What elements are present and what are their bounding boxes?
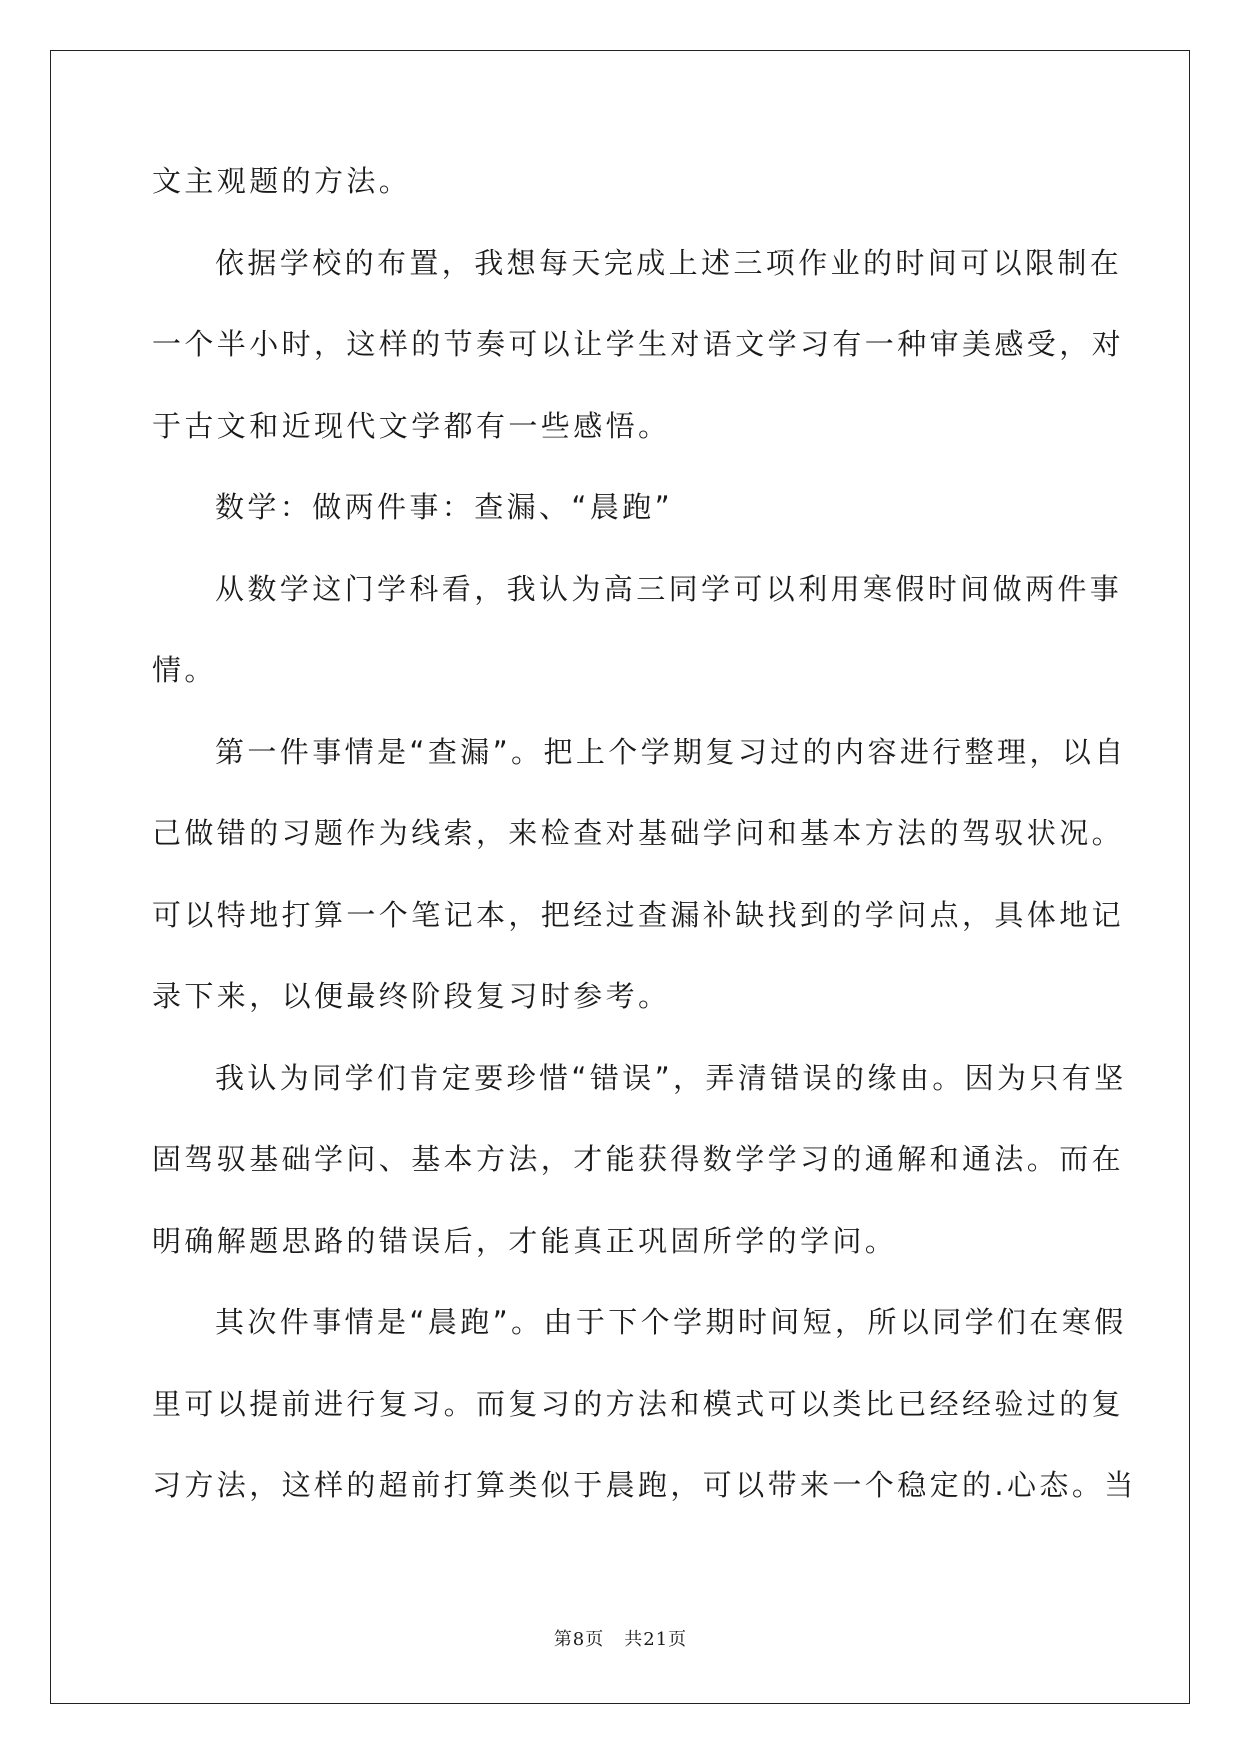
document-body bbox=[152, 148, 1137, 1534]
text-line: 明确解题思路的错误后，才能真正巩固所学的学问。 bbox=[152, 1223, 898, 1258]
paragraph-start-line: 第一件事情是“查漏”。把上个学期复习过的内容进行整理，以自 bbox=[215, 734, 1127, 769]
text-line: 于古文和近现代文学都有一些感悟。 bbox=[152, 408, 671, 443]
paragraph-start-line: 我认为同学们肯定要珍惜“错误”，弄清错误的缘由。因为只有坚 bbox=[215, 1060, 1127, 1095]
text-line: 固驾驭基础学问、基本方法，才能获得数学学习的通解和通法。而在 bbox=[152, 1142, 1125, 1176]
text-line: 己做错的习题作为线索，来检查对基础学问和基本方法的驾驭状况。 bbox=[152, 816, 1125, 850]
text-line: 一个半小时，这样的节奏可以让学生对语文学习有一种审美感受，对 bbox=[152, 327, 1125, 361]
text-line: 可以特地打算一个笔记本，把经过查漏补缺找到的学问点，具体地记 bbox=[152, 897, 1125, 932]
text-line: 录下来，以便最终阶段复习时参考。 bbox=[152, 979, 671, 1013]
page-total: 共21页 bbox=[624, 1629, 688, 1650]
text-line: 文主观题的方法。 bbox=[152, 164, 412, 198]
page-footer bbox=[0, 1625, 1241, 1651]
page-number: 第8页 bbox=[553, 1629, 605, 1650]
paragraph-start-line: 依据学校的布置，我想每天完成上述三项作业的时间可以限制在 bbox=[215, 245, 1123, 280]
section-heading-math: 数学：做两件事：查漏、“晨跑” bbox=[215, 490, 674, 524]
paragraph-start-line: 其次件事情是“晨跑”。由于下个学期时间短，所以同学们在寒假 bbox=[215, 1305, 1127, 1339]
paragraph-start-line: 从数学这门学科看，我认为高三同学可以利用寒假时间做两件事 bbox=[215, 571, 1123, 606]
text-line: 习方法，这样的超前打算类似于晨跑，可以带来一个稳定的.心态。当 bbox=[152, 1468, 1137, 1502]
text-line: 情。 bbox=[152, 653, 217, 687]
text-line: 里可以提前进行复习。而复习的方法和模式可以类比已经经验过的复 bbox=[152, 1386, 1125, 1421]
